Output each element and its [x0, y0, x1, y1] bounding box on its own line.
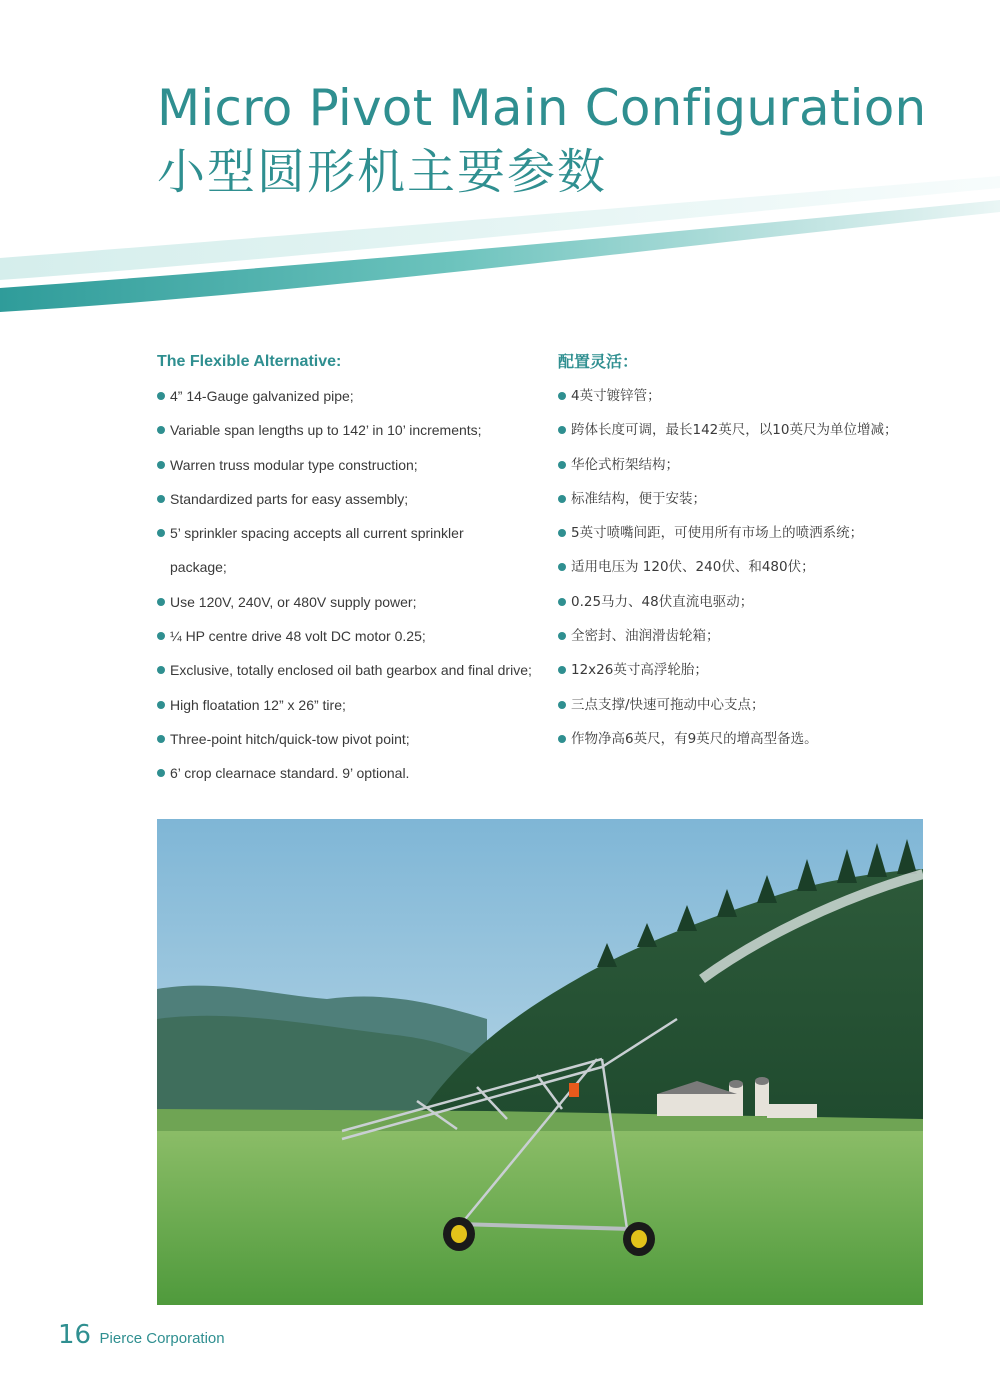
- bullet-dot-icon: [157, 666, 165, 674]
- bullet-dot-icon: [558, 598, 566, 606]
- feature-en-item-text: Variable span lengths up to 142’ in 10’ increments;: [170, 422, 482, 439]
- features-heading-english: The Flexible Alternative:: [157, 353, 342, 370]
- feature-en-item: [157, 482, 542, 516]
- feature-cn-item: [558, 585, 958, 619]
- feature-en-item: [157, 653, 542, 687]
- feature-cn-item: [558, 516, 958, 550]
- feature-en-item-text: Standardized parts for easy assembly;: [170, 490, 409, 507]
- features-list-english: [157, 379, 542, 791]
- feature-cn-item-text: 适用电压为 120伏、240伏、和480伏；: [571, 559, 815, 576]
- feature-en-item-text: ¼ HP centre drive 48 volt DC motor 0.25;: [170, 628, 426, 645]
- bullet-dot-icon: [157, 495, 165, 503]
- feature-en-item: [157, 688, 542, 722]
- bullet-dot-icon: [157, 632, 165, 640]
- feature-en-item: [157, 550, 542, 584]
- bullet-dot-icon: [558, 563, 566, 571]
- decorative-swoosh: [0, 170, 1000, 320]
- bullet-dot-icon: [558, 701, 566, 709]
- feature-cn-item-text: 跨体长度可调，最长142英尺，以10英尺为单位增减；: [571, 422, 898, 439]
- feature-cn-item-text: 作物净高6英尺，有9英尺的增高型备选。: [571, 730, 818, 747]
- bullet-dot-icon: [157, 529, 165, 537]
- feature-en-item-text: package;: [170, 559, 227, 576]
- feature-en-item: [157, 413, 542, 447]
- feature-cn-item: [558, 688, 958, 722]
- feature-cn-item: [558, 482, 958, 516]
- feature-cn-item-text: 全密封、油润滑齿轮箱；: [571, 628, 720, 645]
- features-list-chinese: [558, 379, 958, 756]
- feature-cn-item-text: 华伦式桁架结构；: [571, 456, 679, 473]
- features-chinese: [558, 348, 958, 753]
- bullet-dot-icon: [157, 392, 165, 400]
- bullet-dot-icon: [157, 598, 165, 606]
- feature-cn-item: [558, 413, 958, 447]
- feature-en-item-text: Use 120V, 240V, or 480V supply power;: [170, 593, 417, 610]
- feature-cn-item: [558, 653, 958, 687]
- bullet-dot-icon: [558, 632, 566, 640]
- feature-cn-item: [558, 722, 958, 756]
- feature-en-item: [157, 516, 542, 550]
- page-number: 16: [58, 1320, 92, 1350]
- feature-en-item-text: Three-point hitch/quick-tow pivot point;: [170, 730, 410, 747]
- bullet-dot-icon: [157, 701, 165, 709]
- company-name: Pierce Corporation: [99, 1330, 225, 1347]
- feature-en-item-text: Warren truss modular type construction;: [170, 456, 418, 473]
- feature-cn-item-text: 4英寸镀锌管；: [571, 388, 661, 404]
- center-pivot-irrigation-photo: [157, 819, 923, 1305]
- features-english: [157, 348, 542, 788]
- features-heading-chinese: 配置灵活：: [558, 352, 639, 371]
- feature-en-item: [157, 619, 542, 653]
- feature-en-item-text: 4” 14-Gauge galvanized pipe;: [170, 388, 354, 404]
- bullet-dot-icon: [558, 461, 566, 469]
- bullet-dot-icon: [157, 461, 165, 469]
- bullet-dot-icon: [558, 735, 566, 743]
- feature-cn-item: [558, 619, 958, 653]
- feature-en-item: [157, 756, 542, 790]
- feature-en-item-text: Exclusive, totally enclosed oil bath gearbox and final drive;: [170, 662, 532, 679]
- feature-cn-item-text: 标准结构，便于安装；: [571, 490, 706, 507]
- feature-en-item: [157, 585, 542, 619]
- feature-cn-item-text: 0.25马力、48伏直流电驱动；: [571, 593, 754, 610]
- feature-cn-item-text: 三点支撑/快速可拖动中心支点；: [571, 696, 765, 713]
- bullet-dot-icon: [558, 666, 566, 674]
- bullet-dot-icon: [157, 426, 165, 434]
- feature-cn-item-text: 5英寸喷嘴间距，可使用所有市场上的喷洒系统；: [571, 525, 864, 542]
- feature-en-item-text: High floatation 12” x 26” tire;: [170, 696, 346, 713]
- bullet-dot-icon: [157, 769, 165, 777]
- page-title-english: Micro Pivot Main Configuration: [157, 79, 927, 137]
- feature-cn-item: [558, 448, 958, 482]
- feature-en-item-text: 6’ crop clearnace standard. 9’ optional.: [170, 765, 410, 782]
- bullet-dot-icon: [558, 495, 566, 503]
- feature-en-item: [157, 379, 542, 413]
- bullet-dot-icon: [157, 735, 165, 743]
- feature-en-item: [157, 722, 542, 756]
- feature-cn-item: [558, 550, 958, 584]
- feature-cn-item-text: 12x26英寸高浮轮胎；: [571, 662, 708, 679]
- page-title-chinese: 小型圆形机主要参数: [157, 144, 608, 200]
- bullet-dot-icon: [558, 426, 566, 434]
- feature-en-item-text: 5’ sprinkler spacing accepts all current sprinkler: [170, 525, 464, 542]
- bullet-dot-icon: [558, 392, 566, 400]
- feature-en-item: [157, 448, 542, 482]
- bullet-dot-icon: [558, 529, 566, 537]
- feature-cn-item: [558, 379, 958, 413]
- page-footer: [58, 1320, 225, 1350]
